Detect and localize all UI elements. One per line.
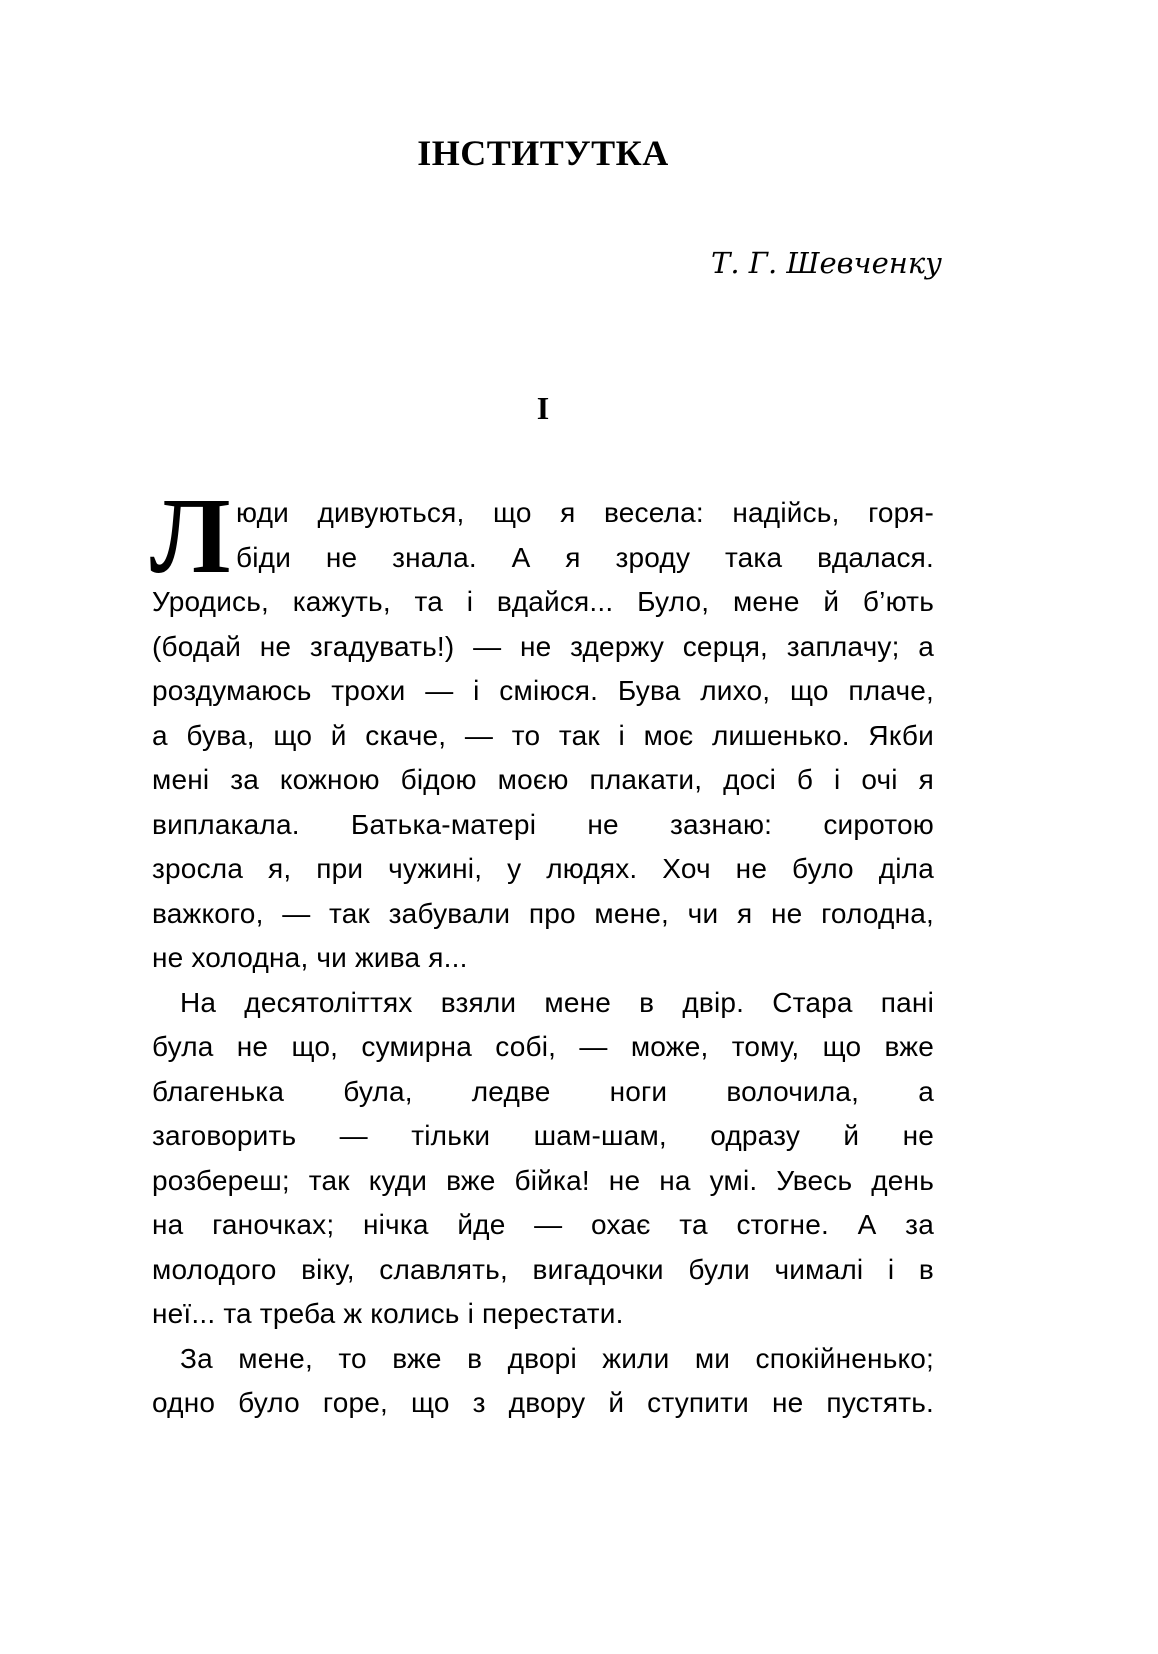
text-line: зросла я, при чужині, у людях. Хоч не було діла [152,853,934,884]
text-line: благенька була, ледве ноги волочила, а [152,1075,934,1107]
text-line: розбереш; так куди вже бійка! не на умі. Увесь день [152,1164,934,1196]
text-line: молодого віку, славлять, вигадочки були чималі і в [152,1253,934,1285]
text-line: була не що, сумирна собі, — може, тому, що вже [152,1031,934,1062]
text-line: (бодай не згадувать!) — не здержу серця, заплачу; а [152,630,934,662]
text-line: роздумаюсь трохи — і сміюся. Бува лихо, що плаче, [152,675,934,706]
text-line: на ганочках; нічка йде — охає та стогне. А за [152,1209,934,1240]
chapter-number: І [536,390,550,426]
text-line: За мене, то вже в дворі жили ми спокійненько; [180,1342,934,1374]
text-line: Уродись, кажуть, та і вдайся... Було, мене й б’ють [152,586,934,617]
text-line: біди не знала. А я зроду така вдалася. [236,541,934,573]
body-text [150,477,934,1426]
text-line: мені за кожною бідою моєю плакати, досі б і очі я [152,764,934,795]
text-line: На десятоліттях взяли мене в двір. Стара пані [180,986,934,1018]
paragraph-2 [152,981,934,1337]
text-line: важкого, — так забували про мене, чи я не голодна, [152,897,934,929]
text-line: юди дивуються, що я весела: надійсь, горя- [236,497,934,528]
text-line: не холодна, чи жива я... [152,942,468,973]
text-line: одно було горе, що з двору й ступити не пустять. [152,1387,934,1418]
paragraph-1 [150,477,934,981]
text-line: заговорить — тільки шам-шам, одразу й не [152,1120,934,1151]
text-line: виплакала. Батька-матері не зазнаю: сиротою [152,808,934,840]
story-title: ІНСТИТУТКА [417,133,669,173]
text-line: а бува, що й скаче, — то так і моє лишенько. Якби [152,719,934,751]
drop-cap: Л [150,477,231,596]
dedication: Т. Г. Шевченку [711,246,942,280]
paragraph-3 [152,1337,934,1426]
text-line: неї... та треба ж колись і перестати. [152,1298,624,1329]
